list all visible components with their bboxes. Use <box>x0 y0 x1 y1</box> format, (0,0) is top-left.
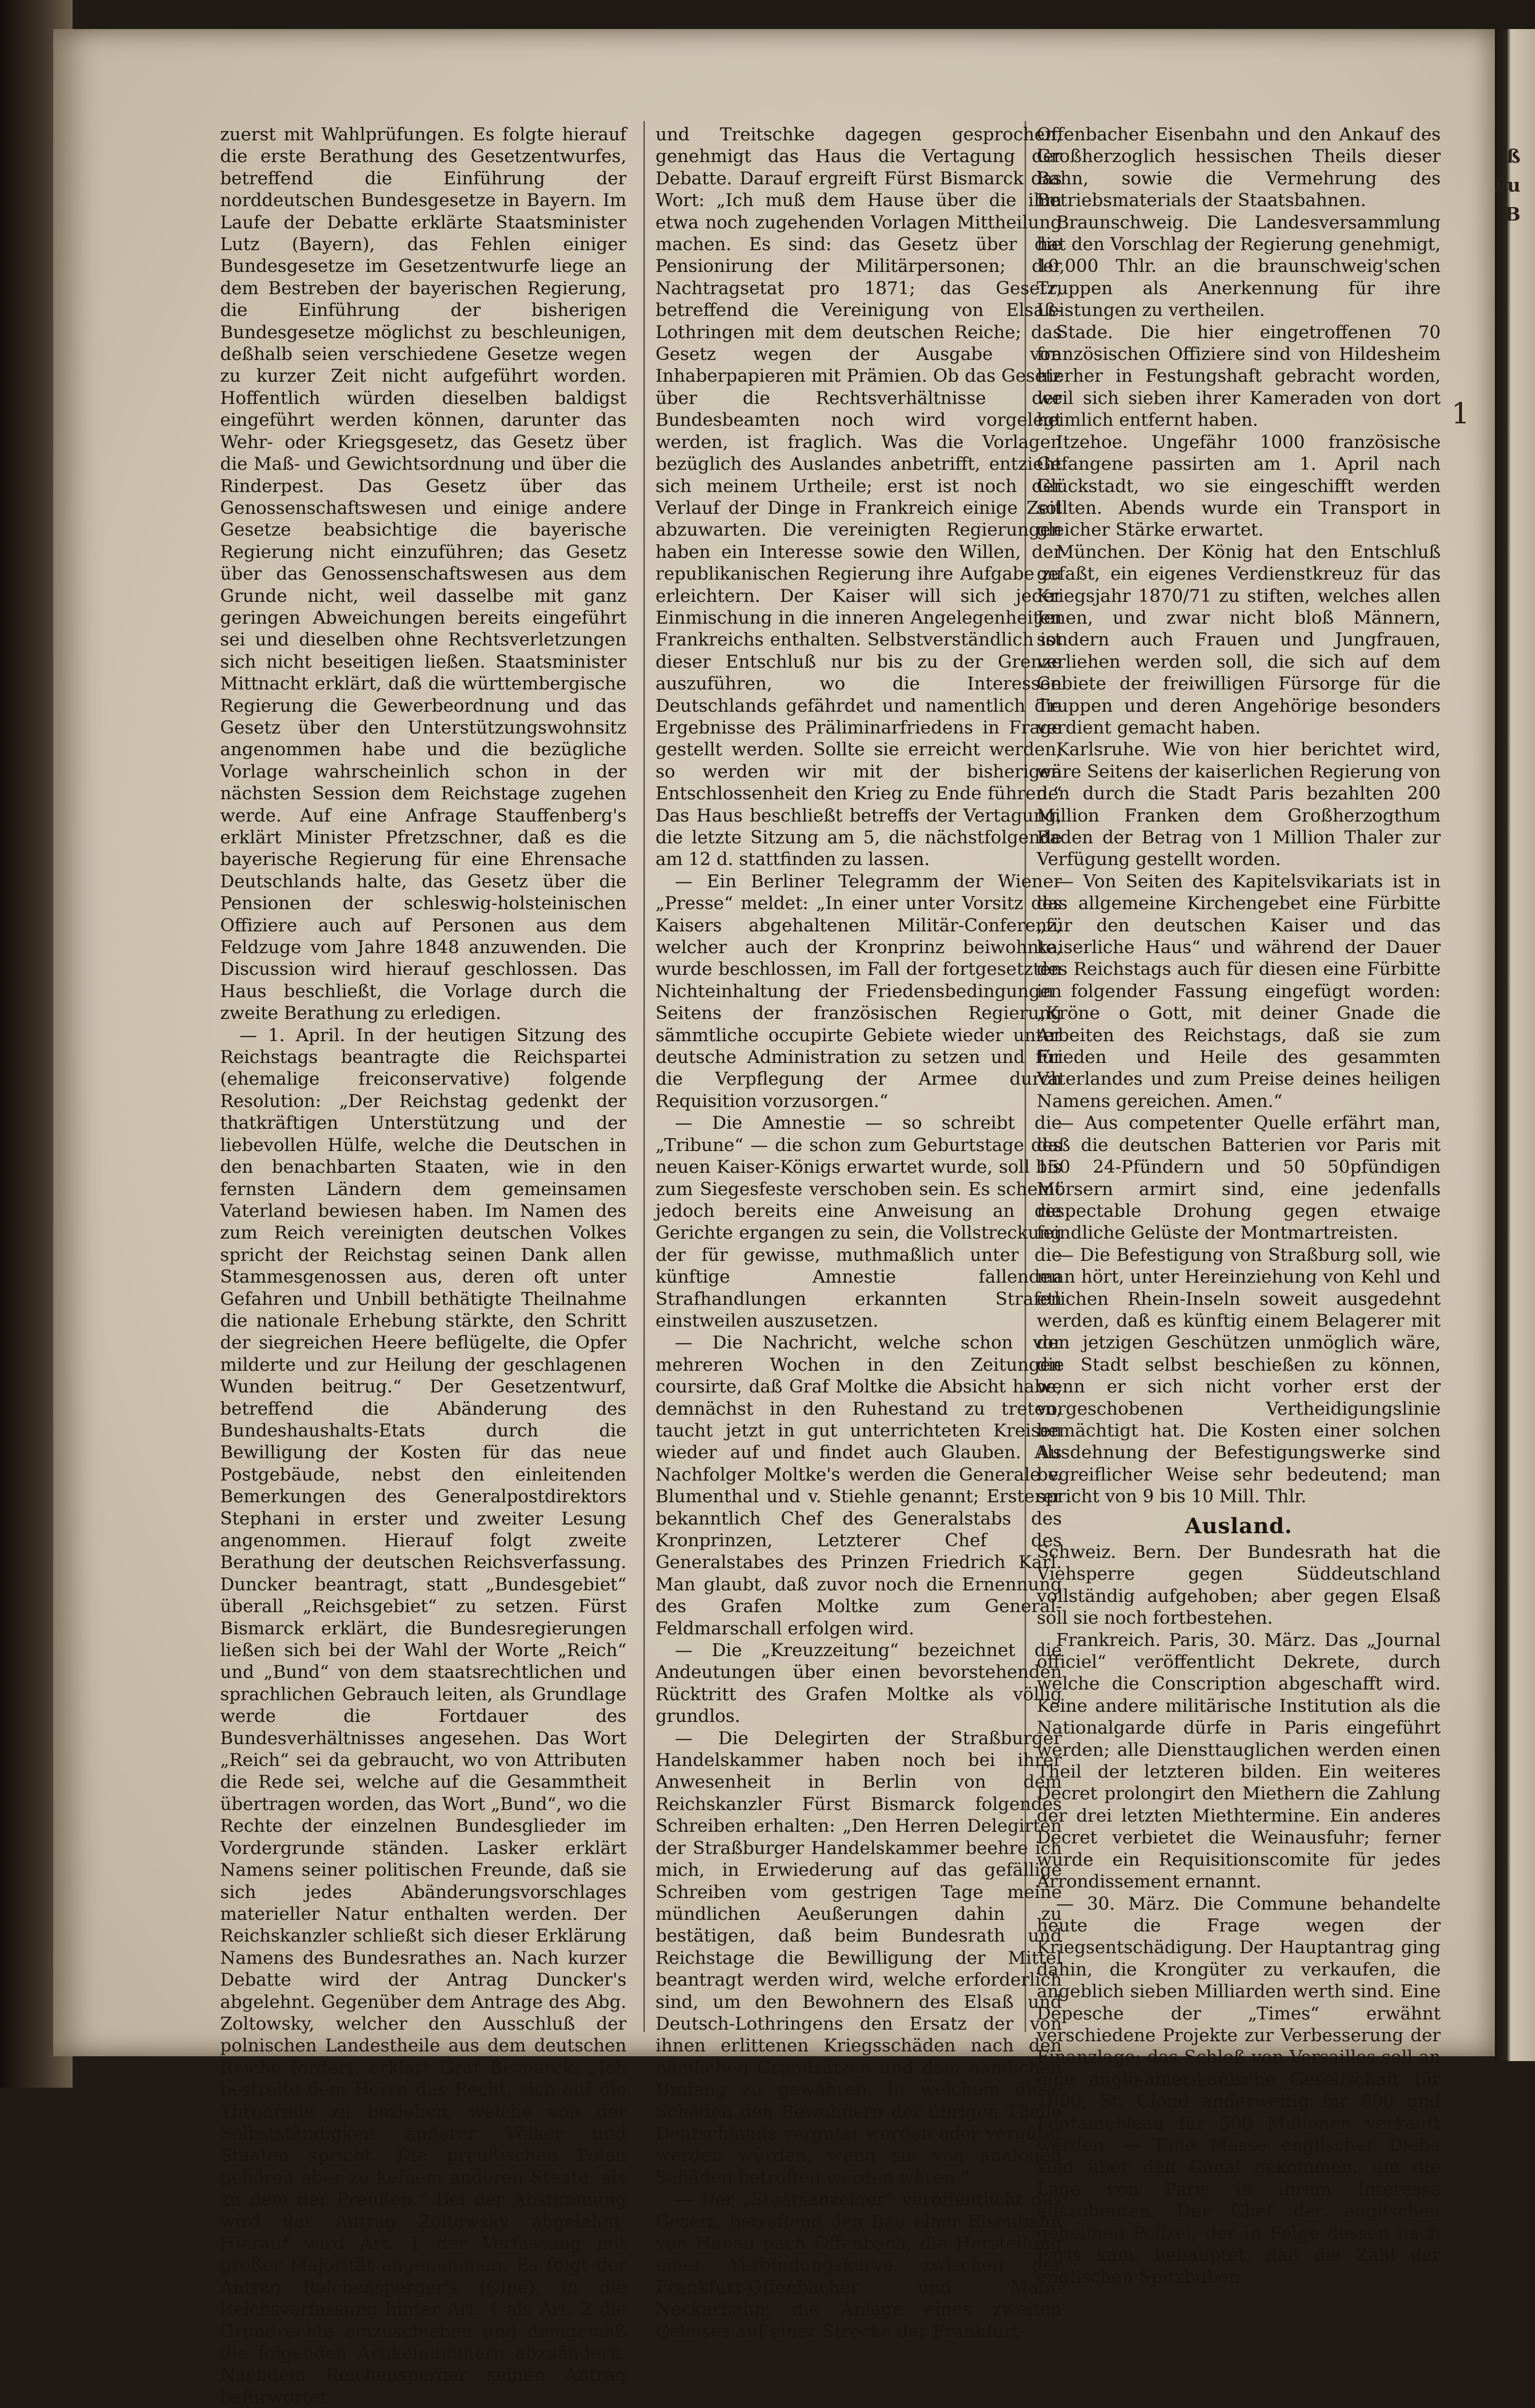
section-heading: Ausland. <box>1185 1513 1293 1539</box>
column-3 <box>1037 123 1441 2288</box>
paragraph: — Die Befestigung von Straßburg soll, wie man hört, unter Hereinziehung von Kehl und etlichen Rhein-Inseln soweit ausgedehnt werden, daß es künftig einem Belagerer mit den jetzigen Geschützen unmöglich wäre, die Stadt selbst beschießen zu können, wenn er sich nicht vorher erst der vorgeschobenen Vertheidigungslinie bemächtigt hat. Die Kosten einer solchen Ausdehnung der Befestigungswerke sind begreiflicher Weise sehr bedeutend; man spricht von 9 bis 10 Mill. Thlr. <box>1037 1244 1441 1507</box>
edge-letter: ß <box>1506 145 1520 167</box>
paragraph: Stade. Die hier eingetroffenen 70 französischen Offiziere sind von Hildesheim hierher in Festungshaft gebracht worden, weil sich sieben ihrer Kameraden von dort heimlich entfernt haben. <box>1037 321 1441 431</box>
column-rule <box>643 121 645 2032</box>
paragraph: Braunschweig. Die Landesversammlung hat den Vorschlag der Regierung genehmigt, 10,000 Thlr. an die braunschweig'schen Truppen als Anerkennung für ihre Leistungen zu vertheilen. <box>1037 211 1441 321</box>
paragraph: Offenbacher Eisenbahn und den Ankauf des Großherzoglich hessischen Theils dieser Bahn, sowie die Vermehrung des Betriebsmaterials der Staatsbahnen. <box>1037 124 1441 211</box>
column-2 <box>656 123 1062 2342</box>
next-page-edge <box>1495 29 1535 2061</box>
pencil-margin-mark: 1 <box>1451 397 1470 431</box>
paragraph: — Aus competenter Quelle erfährt man, daß die deutschen Batterien vor Paris mit 150 24-Pfündern und 50 50pfündigen Mörsern armirt sind, eine jedenfalls respectable Drohung gegen etwaige feindliche Gelüste der Montmartreisten. <box>1037 1112 1441 1243</box>
paragraph: Schweiz. Bern. Der Bundesrath hat die Viehsperre gegen Süddeutschland vollständig aufgehoben; aber gegen Elsaß soll sie noch fortbestehen. <box>1037 1541 1441 1629</box>
paragraph: Frankreich. Paris, 30. März. Das „Journal officiel“ veröffentlicht Dekrete, durch welche die Conscription abgeschafft wird. Keine andere militärische Institution als die Nationalgarde dürfe in Paris eingeführt werden; alle Diensttauglichen werden einen Theil der letzteren bilden. Ein weiteres Decret prolongirt den Miethern die Zahlung der drei letzten Miethtermine. Ein anderes Decret verbietet die Weinausfuhr; ferner wurde ein Requisitionscomite für jedes Arrondissement ernannt. <box>1037 1629 1441 1892</box>
paragraph: München. Der König hat den Entschluß gefaßt, ein eigenes Verdienstkreuz für das Kriegsjahr 1870/71 zu stiften, welches allen Jenen, und zwar nicht bloß Männern, sondern auch Frauen und Jungfrauen, verliehen werden soll, die sich auf dem Gebiete der freiwilligen Fürsorge für die Truppen und deren Angehörige besonders verdient gemacht haben. <box>1037 541 1441 738</box>
paragraph: — 30. März. Die Commune behandelte heute die Frage wegen der Kriegsentschädigung. Der Hauptantrag ging dahin, die Krongüter zu verkaufen, die angeblich sieben Milliarden werth sind. Eine Depesche der „Times“ erwähnt verschiedene Projekte zur Verbesserung der Finanzlage; das Schloß von Versailles soll an eine anglo-amerikanische Gesellschaft für 1000, St. Cloud anderweitig für 800 und Fontainebleau für 500 Millionen verkauft werden. — Eine Masse englischer Diebe sind über den Canal gekommen, um die Lage von Paris in ihrem Interesse auszubeuten. Der Chef der englischen geheimen Polizei, der in Folge dessen nach Paris kam, behauptet, daß die Zahl der englischen Spitzbuben <box>1037 1893 1441 2288</box>
column-1 <box>220 123 626 2408</box>
paragraph: — 1. April. In der heutigen Sitzung des Reichstags beantragte die Reichspartei (ehemalige freiconservative) folgende Resolution: „Der Reichstag gedenkt der thatkräftigen Unterstützung und der liebevollen Hülfe, welche die Deutschen in den benachbarten Staaten, wie in den fernsten Ländern dem gemeinsamen Vaterland bewiesen haben. Im Namen des zum Reich vereinigten deutschen Volkes spricht der Reichstag seinen Dank allen Stammesgenossen aus, deren oft unter Gefahren und Unbill bethätigte Theilnahme die nationale Erhebung stärkte, den Schritt der siegreichen Heere beflügelte, die Opfer milderte und zur Heilung der geschlagenen Wunden beitrug.“ Der Gesetzentwurf, betreffend die Abänderung des Bundeshaushalts-Etats durch die Bewilligung der Kosten für das neue Postgebäude, nebst den einleitenden Bemerkungen des Generalpostdirektors Stephani in erster und zweiter Lesung angenommen. Hierauf folgt zweite Berathung der deutschen Reichsverfassung. Duncker beantragt, statt „Bundesgebiet“ überall „Reichsgebiet“ zu setzen. Fürst Bismarck erklärt, die Bundesregierungen ließen sich bei der Wahl der Worte „Reich“ und „Bund“ von dem staatsrechtlichen und sprachlichen Gebrauch leiten, als Grundlage werde die Fortdauer des Bundesverhältnisses angesehen. Das Wort „Reich“ sei da gebraucht, wo von Attributen die Rede sei, welche auf die Gesammtheit übertragen worden, das Wort „Bund“, wo die Rechte der einzelnen Bundesglieder im Vordergrunde ständen. Lasker erklärt Namens seiner politischen Freunde, daß sie sich jedes Abänderungsvorschlages materieller Natur enthalten werden. Der Reichskanzler schließt sich dieser Erklärung Namens des Bundesrathes an. Nach kurzer Debatte wird der Antrag Duncker's abgelehnt. Gegenüber dem Antrage des Abg. Zoltowsky, welcher den Ausschluß der polnischen Landestheile aus dem deutschen Reiche fordert, erklärt Graf Bismarck: „Ich bestreite dem Herrn das Recht, sich auf die Thronrede zu beziehen, welche von der Selbstständigkeit anderer Völker und Staaten spricht. Die preußischen Polen gehören aber zu keinem anderen Staate, als zu dem der Preußen.“ Bei der Abstimmung wird der Antrag Zoltowsky abgelehnt. Hierauf wird Art. 1 der Verfassung mit großer Majorität angenommen. Es folgt der Antrag Reichensperger's (Olpe), in die Reichsverfassung hinter Art. 1 als Art. 2 die Grundrechte einzuschieben und demgemäß die folgenden Artikelnummern abzuändern. Nachdem Reichensperger seinen Antrag befürwortet <box>220 1024 626 2408</box>
paragraph: zuerst mit Wahlprüfungen. Es folgte hierauf die erste Berathung des Gesetzentwurfes, betreffend die Einführung der norddeutschen Bundesgesetze in Bayern. Im Laufe der Debatte erklärte Staatsminister Lutz (Bayern), das Fehlen einiger Bundesgesetze im Gesetzentwurfe liege an dem Bestreben der bayerischen Regierung, die Einführung der bisherigen Bundesgesetze möglichst zu beschleunigen, deßhalb seien verschiedene Gesetze wegen zu kurzer Zeit nicht aufgeführt worden. Hoffentlich würden dieselben baldigst eingeführt werden können, darunter das Wehr- oder Kriegsgesetz, das Gesetz über die Maß- und Gewichtsordnung und über die Rinderpest. Das Gesetz über das Genossenschaftswesen und einige andere Gesetze beabsichtige die bayerische Regierung nicht einzuführen; das Gesetz über das Genossenschaftswesen aus dem Grunde nicht, weil dasselbe mit ganz geringen Abweichungen bereits eingeführt sei und dieselben ohne Rechtsverletzungen sich nicht beseitigen ließen. Staatsminister Mittnacht erklärt, daß die württembergische Regierung die Gewerbeordnung und das Gesetz über den Unterstützungswohnsitz angenommen habe und die bezügliche Vorlage wahrscheinlich schon in der nächsten Session dem Reichstage zugehen werde. Auf eine Anfrage Stauffenberg's erklärt Minister Pfretzschner, daß es die bayerische Regierung für eine Ehrensache Deutschlands halte, das Gesetz über die Pensionen der schleswig-holsteinischen Offiziere auch auf Personen aus dem Feldzuge vom Jahre 1848 anzuwenden. Die Discussion wird hierauf geschlossen. Das Haus beschließt, die Vorlage durch die zweite Berathung zu erledigen. <box>220 124 626 1024</box>
paragraph: — Der „Staatsanzeiger“ veröffentlicht das Gesetz, betreffend den Bau einer Eisenbahn von Hanau nach Offenbach, die Herstellung einer Verbindungskurve zwischen der Frankfurt-Offenbacher und Main-Neckarbahn, die Anlage eines zweiten Geleises auf einer Strecke der Frankfurt- <box>656 2189 1062 2342</box>
paragraph: — Die „Kreuzzeitung“ bezeichnet die Andeutungen über einen bevorstehenden Rücktritt des Grafen Moltke als völlig grundlos. <box>656 1640 1062 1727</box>
edge-letter: B <box>1505 203 1520 225</box>
paragraph: — Die Nachricht, welche schon vor mehreren Wochen in den Zeitungen coursirte, daß Graf Moltke die Absicht habe, demnächst in den Ruhestand zu treten, taucht jetzt in gut unterrichteten Kreisen wieder auf und findet auch Glauben. Als Nachfolger Moltke's werden die Generale v. Blumenthal und v. Stiehle genannt; Ersterer bekanntlich Chef des Generalstabs des Kronprinzen, Letzterer Chef des Generalstabes des Prinzen Friedrich Karl. Man glaubt, daß zuvor noch die Ernennung des Grafen Moltke zum General-Feldmarschall erfolgen wird. <box>656 1332 1062 1639</box>
paragraph: Karlsruhe. Wie von hier berichtet wird, wäre Seitens der kaiserlichen Regierung von den durch die Stadt Paris bezahlten 200 Million Franken dem Großherzogthum Baden der Betrag von 1 Million Thaler zur Verfügung gestellt worden. <box>1037 739 1441 870</box>
edge-letter: Lu <box>1494 174 1520 196</box>
paragraph: und Treitschke dagegen gesprochen, genehmigt das Haus die Vertagung der Debatte. Darauf ergreift Fürst Bismarck das Wort: „Ich muß dem Hause über die ihm etwa noch zugehenden Vorlagen Mittheilung machen. Es sind: das Gesetz über die Pensionirung der Militärpersonen; der Nachtragsetat pro 1871; das Gesetz, betreffend die Vereinigung von Elsaß-Lothringen mit dem deutschen Reiche; das Gesetz wegen der Ausgabe von Inhaberpapieren mit Prämien. Ob das Gesetz über die Rechtsverhältnisse der Bundesbeamten noch wird vorgelegt werden, ist fraglich. Was die Vorlagen bezüglich des Auslandes anbetrifft, entzieht sich meinem Urtheile; erst ist noch der Verlauf der Dinge in Frankreich einige Zeit abzuwarten. Die vereinigten Regierungen haben ein Interesse sowie den Willen, der republikanischen Regierung ihre Aufgabe zu erleichtern. Der Kaiser will sich jeder Einmischung in die inneren Angelegenheiten Frankreichs enthalten. Selbstverständlich ist dieser Entschluß nur bis zu der Grenze auszuführen, wo die Interessen Deutschlands gefährdet und namentlich die Ergebnisse des Präliminarfriedens in Frage gestellt werden. Sollte sie erreicht werden, so werden wir mit der bisherigen Entschlossenheit den Krieg zu Ende führen.“ Das Haus beschließt betreffs der Vertagung, die letzte Sitzung am 5, die nächstfolgende am 12 d. stattfinden zu lassen. <box>656 124 1062 870</box>
paragraph: — Ein Berliner Telegramm der Wiener „Presse“ meldet: „In einer unter Vorsitz des Kaisers abgehaltenen Militär-Conferenz, welcher auch der Kronprinz beiwohnte, wurde beschlossen, im Fall der fortgesetzten Nichteinhaltung der Friedensbedingungen Seitens der französischen Regierung sämmtliche occupirte Gebiete wieder unter deutsche Administration zu setzen und für die Verpflegung der Armee durch Requisition vorzusorgen.“ <box>656 870 1062 1111</box>
paragraph: — Die Amnestie — so schreibt die „Tribune“ — die schon zum Geburtstage des neuen Kaiser-Königs erwartet wurde, soll bis zum Siegesfeste verschoben sein. Es scheint jedoch bereits eine Anweisung an die Gerichte ergangen zu sein, die Vollstreckung der für gewisse, muthmaßlich unter die künftige Amnestie fallenden Strafhandlungen erkannten Strafen einstweilen auszusetzen. <box>656 1112 1062 1331</box>
paragraph: — Von Seiten des Kapitelsvikariats ist in das allgemeine Kirchengebet eine Fürbitte „für den deutschen Kaiser und das kaiserliche Haus“ und während der Dauer des Reichstags auch für diesen eine Fürbitte in folgender Fassung eingefügt worden: „Kröne o Gott, mit deiner Gnade die Arbeiten des Reichstags, daß sie zum Frieden und Heile des gesammten Vaterlandes und zum Preise deines heiligen Namens gereichen. Amen.“ <box>1037 870 1441 1111</box>
paragraph: — Die Delegirten der Straßburger Handelskammer haben noch bei ihrer Anwesenheit in Berlin von dem Reichskanzler Fürst Bismarck folgendes Schreiben erhalten: „Den Herren Delegirten der Straßburger Handelskammer beehre ich mich, in Erwiederung auf das gefällige Schreiben vom gestrigen Tage meine mündlichen Aeußerungen dahin zu bestätigen, daß beim Bundesrath und Reichstage die Bewilligung der Mittel beantragt werden wird, welche erforderlich sind, um den Bewohnern des Elsaß und Deutsch-Lothringens den Ersatz der von ihnen erlittenen Kriegsschäden nach den nämlichen Grundsätzen und dem nämlichen Umfang zu gewähren, in welchem diese Schäden den Bewohnern der übrigen Theile Deutschlands vergütet werden oder vergütet werden würden, wenn sie von analogen Schäden betroffen worden wären.“ <box>656 1727 1062 2188</box>
paragraph: Itzehoe. Ungefähr 1000 französische Gefangene passirten am 1. April nach Glückstadt, wo sie eingeschifft werden sollten. Abends wurde ein Transport in gleicher Stärke erwartet. <box>1037 431 1441 540</box>
